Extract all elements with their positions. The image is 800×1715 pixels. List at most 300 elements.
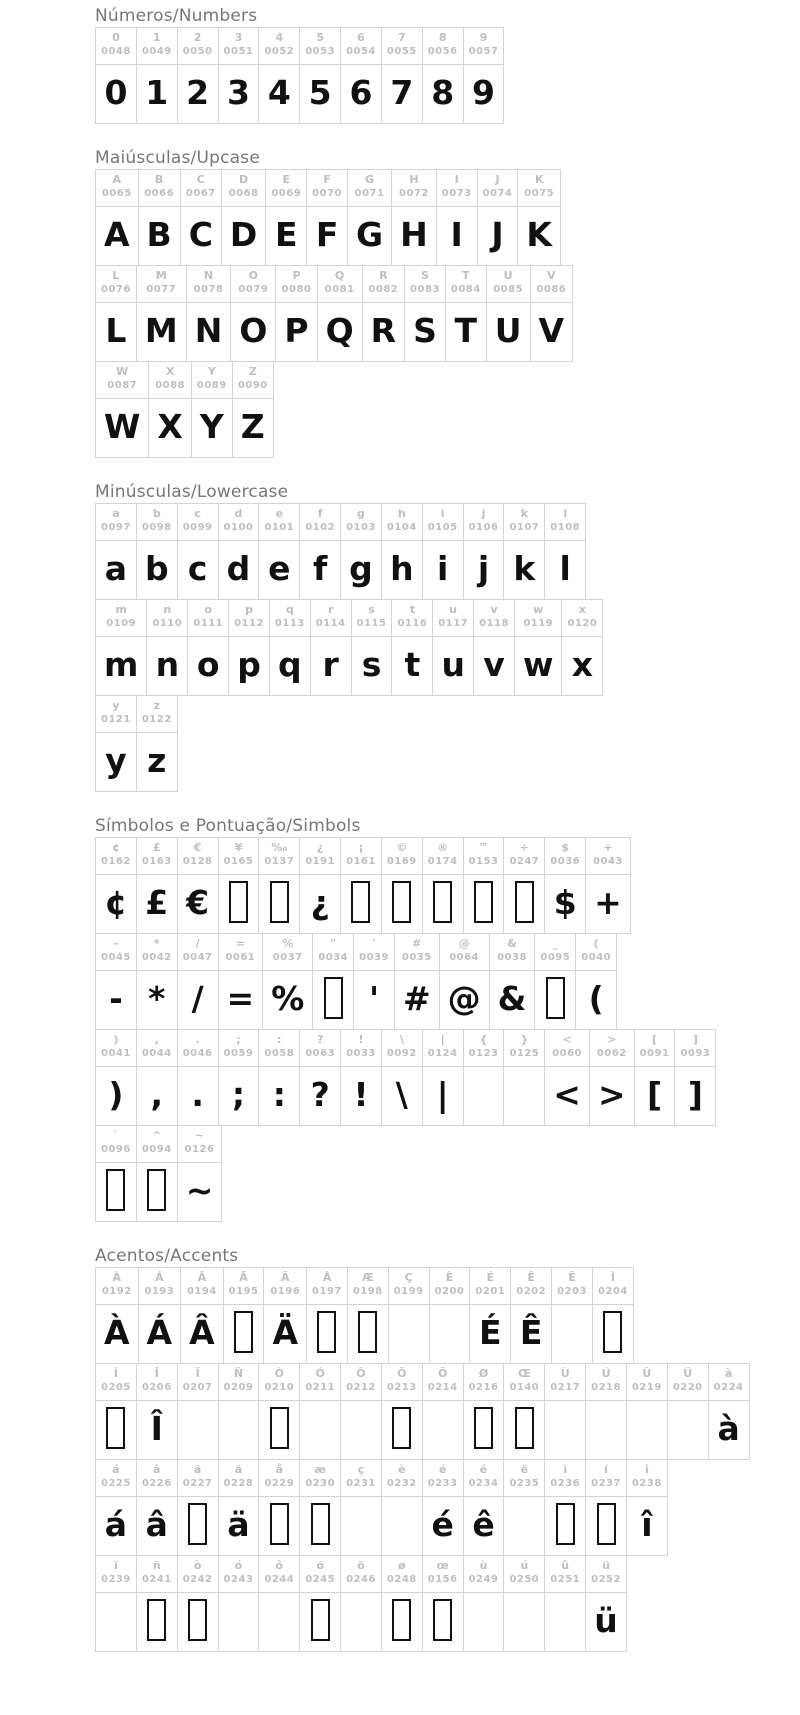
cell-code-label: 0060 (552, 1048, 583, 1059)
glyph-cell (137, 934, 178, 1029)
cell-char-label: Ù (560, 1367, 570, 1380)
cell-char-label: i (440, 507, 445, 520)
cell-glyph (96, 1163, 136, 1221)
cell-glyph: é (431, 1505, 454, 1544)
cell-char-label: 7 (398, 31, 406, 44)
cell-glyph: * (148, 979, 166, 1018)
cell-char-label: ñ (152, 1559, 161, 1572)
cell-char-label: P (292, 269, 301, 282)
cell-code-label: 0075 (524, 188, 555, 199)
notdef-box-icon (188, 1599, 207, 1641)
cell-glyph (423, 875, 463, 933)
cell-char-label: } (520, 1033, 529, 1046)
cell-char-label: . (195, 1033, 200, 1046)
glyph-cell (219, 1460, 260, 1555)
cell-code-label: 0230 (305, 1478, 336, 1489)
glyph-cell (586, 1556, 626, 1651)
cell-code-label: 0214 (427, 1382, 458, 1393)
cell-glyph: , (150, 1075, 164, 1114)
cell-label (382, 1364, 422, 1401)
cell-label (311, 600, 351, 637)
cell-code-label: 0072 (399, 188, 429, 199)
cell-code-label: 0202 (516, 1286, 547, 1297)
cell-glyph: v (483, 645, 505, 684)
glyph-cell (423, 838, 464, 933)
cell-code-label: 0041 (101, 1048, 131, 1059)
glyph-cell (137, 266, 187, 361)
cell-char-label: Ì (610, 1271, 615, 1284)
cell-char-label: S (421, 269, 429, 282)
notdef-box-icon (358, 1311, 377, 1353)
glyph-cell (392, 600, 433, 695)
notdef-box-icon (270, 1503, 289, 1545)
glyph-cell (341, 838, 382, 933)
glyph-row (95, 1125, 222, 1222)
glyph-row-wrap (95, 934, 800, 1030)
cell-glyph: É (479, 1313, 502, 1352)
cell-glyph: . (191, 1075, 204, 1114)
glyph-row (95, 169, 561, 266)
cell-code-label: 0086 (536, 284, 567, 295)
cell-glyph (504, 875, 544, 933)
cell-code-label: 0244 (264, 1574, 295, 1585)
cell-label (276, 266, 316, 303)
glyph-cell (137, 1126, 178, 1221)
glyph-cell (178, 1460, 219, 1555)
cell-char-label: ë (520, 1463, 529, 1476)
cell-glyph: 4 (267, 73, 291, 112)
cell-glyph: N (194, 311, 223, 350)
glyph-cell (627, 1460, 667, 1555)
cell-code-label: 0043 (593, 856, 623, 867)
cell-glyph (464, 875, 504, 933)
cell-label (300, 1460, 340, 1497)
cell-char-label: ò (193, 1559, 202, 1572)
cell-code-label: 0199 (393, 1286, 424, 1297)
glyph-cell (137, 504, 178, 599)
glyph-cell (178, 1126, 222, 1221)
cell-char-label: 6 (357, 31, 365, 44)
glyph-cell (423, 504, 464, 599)
cell-char-label: | (440, 1033, 445, 1046)
glyph-cell (515, 600, 563, 695)
cell-label (382, 1030, 422, 1067)
cell-char-label: k (520, 507, 529, 520)
cell-code-label: 0045 (101, 952, 131, 963)
cell-char-label: ã (193, 1463, 202, 1476)
glyph-cell (219, 934, 264, 1029)
cell-glyph (382, 1401, 422, 1459)
cell-glyph (430, 1305, 470, 1363)
cell-glyph: ( (588, 979, 604, 1018)
cell-char-label: ö (357, 1559, 365, 1572)
cell-code-label: 0054 (346, 46, 376, 57)
glyph-cell (545, 1556, 586, 1651)
cell-char-label: a (112, 507, 120, 520)
cell-code-label: 0227 (182, 1478, 213, 1489)
cell-label (545, 1460, 585, 1497)
glyph-cell (545, 1364, 586, 1459)
cell-code-label: 0249 (468, 1574, 499, 1585)
cell-code-label: 0234 (468, 1478, 499, 1489)
cell-glyph (552, 1305, 592, 1363)
cell-label (178, 838, 218, 875)
cell-char-label: ¢ (112, 841, 120, 854)
cell-code-label: 0137 (264, 856, 295, 867)
cell-label (181, 1268, 223, 1305)
cell-label (423, 1030, 463, 1067)
cell-label (464, 1556, 504, 1593)
cell-glyph (535, 971, 575, 1029)
cell-label (149, 362, 190, 399)
cell-code-label: 0245 (305, 1574, 336, 1585)
cell-label (437, 170, 477, 207)
section-title: Maiúsculas/Upcase (95, 148, 260, 168)
cell-glyph (464, 1067, 504, 1125)
cell-label (231, 266, 275, 303)
cell-char-label: â (153, 1463, 161, 1476)
cell-glyph: Y (199, 407, 224, 446)
cell-code-label: 0085 (493, 284, 524, 295)
glyph-cell (259, 1030, 300, 1125)
cell-label (464, 504, 504, 541)
cell-char-label: æ (314, 1463, 326, 1476)
cell-char-label: f (317, 507, 323, 520)
section-title: Números/Numbers (95, 6, 258, 26)
cell-char-label: @ (458, 937, 470, 950)
glyph-cell (341, 28, 382, 123)
cell-label (300, 838, 340, 875)
glyph-cell (423, 28, 464, 123)
cell-label (504, 1460, 544, 1497)
glyph-cell (188, 600, 229, 695)
cell-label (504, 1556, 544, 1593)
cell-label (470, 1268, 510, 1305)
notdef-box-icon (515, 1407, 534, 1449)
cell-label (423, 504, 463, 541)
glyph-cell (219, 504, 260, 599)
cell-char-label: C (196, 173, 205, 186)
cell-label (259, 1460, 299, 1497)
cell-glyph (504, 1593, 544, 1651)
glyph-cell (178, 934, 219, 1029)
cell-label (219, 934, 263, 971)
cell-char-label: z (153, 699, 160, 712)
cell-code-label: 0092 (386, 1048, 417, 1059)
cell-glyph: d (226, 549, 251, 588)
cell-label (433, 600, 473, 637)
glyph-cell (270, 600, 311, 695)
cell-glyph (259, 1593, 299, 1651)
glyph-cell (96, 170, 139, 265)
glyph-cell (300, 1364, 341, 1459)
glyph-cell (518, 170, 560, 265)
cell-label (178, 1364, 218, 1401)
cell-code-label: 0165 (223, 856, 254, 867)
cell-glyph (504, 1067, 544, 1125)
cell-label (259, 838, 299, 875)
cell-char-label: ¿ (316, 841, 324, 854)
cell-glyph (178, 1593, 218, 1651)
glyph-cell (147, 600, 188, 695)
cell-char-label: N (203, 269, 214, 282)
cell-label (474, 600, 514, 637)
cell-code-label: 0110 (152, 618, 183, 629)
cell-char-label: W (116, 365, 129, 378)
cell-label (423, 1556, 463, 1593)
cell-glyph: € (186, 883, 210, 922)
glyph-cell (307, 170, 348, 265)
cell-code-label: 0037 (272, 952, 303, 963)
cell-code-label: 0061 (225, 952, 256, 963)
cell-code-label: 0093 (680, 1048, 711, 1059)
cell-char-label: H (409, 173, 419, 186)
notdef-box-icon (270, 1407, 289, 1449)
cell-glyph (545, 1593, 585, 1651)
cell-glyph: c (187, 549, 208, 588)
cell-code-label: 0248 (386, 1574, 417, 1585)
cell-glyph: £ (145, 883, 169, 922)
cell-glyph: x (571, 645, 594, 684)
glyph-cell (464, 28, 504, 123)
cell-char-label: û (561, 1559, 570, 1572)
cell-glyph: Z (240, 407, 265, 446)
cell-char-label: Û (642, 1367, 652, 1380)
notdef-box-icon (188, 1503, 207, 1545)
cell-char-label: c (194, 507, 201, 520)
cell-code-label: 0084 (450, 284, 481, 295)
cell-glyph (137, 1593, 177, 1651)
cell-code-label: 0089 (196, 380, 227, 391)
cell-char-label: ä (234, 1463, 243, 1476)
cell-label (341, 838, 381, 875)
cell-char-label: D (239, 173, 249, 186)
cell-char-label: _ (552, 937, 559, 950)
cell-label (137, 1364, 177, 1401)
cell-code-label: 0206 (141, 1382, 172, 1393)
cell-glyph (224, 1305, 264, 1363)
cell-char-label: ? (316, 1033, 324, 1046)
cell-label (96, 696, 136, 733)
cell-code-label: 0204 (597, 1286, 628, 1297)
cell-glyph: B (146, 215, 172, 254)
cell-code-label: 0211 (305, 1382, 336, 1393)
cell-glyph: ¢ (104, 883, 128, 922)
glyph-cell (233, 362, 273, 457)
cell-code-label: 0108 (550, 522, 581, 533)
glyph-section (95, 816, 800, 1222)
glyph-cell (470, 1268, 511, 1363)
cell-glyph: Q (325, 311, 354, 350)
cell-label (382, 28, 422, 65)
notdef-box-icon (392, 1407, 411, 1449)
cell-code-label: 0079 (238, 284, 269, 295)
cell-glyph: D (229, 215, 258, 254)
cell-code-label: 0203 (557, 1286, 587, 1297)
cell-label (96, 504, 136, 541)
cell-code-label: 0233 (427, 1478, 458, 1489)
cell-char-label: ù (479, 1559, 488, 1572)
cell-char-label: F (323, 173, 331, 186)
glyph-row-wrap (95, 266, 800, 362)
cell-label (464, 28, 504, 65)
glyph-cell (300, 1460, 341, 1555)
glyph-cell (487, 266, 531, 361)
glyph-row-wrap (95, 1267, 800, 1364)
cell-code-label: 0124 (427, 1048, 458, 1059)
glyph-section (95, 482, 800, 792)
cell-code-label: 0056 (427, 46, 458, 57)
glyph-cell (178, 1030, 219, 1125)
cell-glyph: 1 (145, 73, 169, 112)
cell-code-label: 0114 (315, 618, 346, 629)
cell-code-label: 0039 (359, 952, 389, 963)
cell-glyph: ! (353, 1075, 369, 1114)
cell-glyph: ] (687, 1075, 703, 1114)
cell-char-label: 5 (316, 31, 324, 44)
cell-char-label: ¡ (358, 841, 364, 854)
cell-code-label: 0242 (182, 1574, 213, 1585)
cell-glyph: = (226, 979, 255, 1018)
cell-char-label: - (113, 937, 119, 950)
cell-char-label: © (396, 841, 408, 854)
glyph-cell (219, 1030, 260, 1125)
cell-glyph: U (494, 311, 522, 350)
section-title: Acentos/Accents (95, 1246, 239, 1266)
cell-glyph (668, 1401, 708, 1459)
cell-code-label: 0197 (312, 1286, 342, 1297)
cell-char-label: > (607, 1033, 617, 1046)
cell-glyph (300, 1497, 340, 1555)
cell-glyph: F (315, 215, 339, 254)
glyph-cell (504, 1460, 545, 1555)
glyph-cell (389, 1268, 430, 1363)
glyph-cell (382, 504, 423, 599)
glyph-cell (552, 1268, 593, 1363)
cell-glyph: S (413, 311, 437, 350)
cell-code-label: 0118 (479, 618, 509, 629)
cell-code-label: 0220 (672, 1382, 703, 1393)
cell-label (219, 1556, 259, 1593)
glyph-cell (395, 934, 440, 1029)
cell-char-label: x (578, 603, 586, 616)
cell-label (178, 934, 218, 971)
cell-label (348, 170, 391, 207)
cell-label (137, 696, 177, 733)
cell-code-label: 0116 (397, 618, 428, 629)
cell-char-label: Ç (404, 1271, 413, 1284)
cell-glyph (341, 1497, 381, 1555)
glyph-cell (382, 1030, 423, 1125)
glyph-cell (348, 170, 392, 265)
cell-code-label: 0073 (441, 188, 472, 199)
cell-code-label: 0036 (550, 856, 581, 867)
cell-label (382, 1556, 422, 1593)
cell-code-label: 0096 (101, 1144, 131, 1155)
cell-char-label: j (481, 507, 486, 520)
cell-code-label: 0205 (101, 1382, 131, 1393)
cell-glyph: r (322, 645, 339, 684)
cell-glyph: [ (646, 1075, 663, 1114)
cell-glyph: V (538, 311, 565, 350)
cell-label (341, 1556, 381, 1593)
glyph-row (95, 837, 631, 934)
glyph-cell (341, 1460, 382, 1555)
section-title: Minúsculas/Lowercase (95, 482, 289, 502)
cell-label (446, 266, 486, 303)
notdef-box-icon (311, 1599, 330, 1641)
cell-label (300, 28, 340, 65)
cell-glyph: + (594, 883, 622, 922)
cell-label (178, 1030, 218, 1067)
cell-code-label: 0088 (155, 380, 186, 391)
cell-glyph: ? (310, 1075, 330, 1114)
cell-label (464, 838, 504, 875)
cell-code-label: 0207 (182, 1382, 213, 1393)
cell-code-label: 0082 (368, 284, 399, 295)
glyph-cell (149, 362, 191, 457)
glyph-cell (474, 600, 515, 695)
cell-char-label: î (645, 1463, 649, 1476)
glyph-cell (464, 1556, 505, 1651)
cell-glyph: ' (368, 979, 380, 1018)
cell-char-label: ( (593, 937, 599, 950)
cell-char-label: ® (437, 841, 449, 854)
glyph-cell (313, 934, 354, 1029)
cell-glyph (341, 1401, 381, 1459)
glyph-row (95, 1555, 627, 1652)
cell-label (188, 600, 228, 637)
cell-glyph (178, 1401, 218, 1459)
cell-code-label: 0212 (346, 1382, 376, 1393)
cell-code-label: 0113 (274, 618, 305, 629)
cell-glyph: ê (472, 1505, 495, 1544)
cell-char-label: Í (113, 1367, 118, 1380)
notdef-box-icon (474, 881, 493, 923)
glyph-row-wrap (95, 1460, 800, 1556)
cell-glyph (307, 1305, 347, 1363)
notdef-box-icon (147, 1169, 166, 1211)
cell-code-label: 0091 (639, 1048, 670, 1059)
cell-code-label: 0162 (101, 856, 131, 867)
cell-char-label: ç (357, 1463, 365, 1476)
glyph-cell (433, 600, 474, 695)
cell-char-label: Ã (239, 1271, 248, 1284)
cell-label (354, 934, 394, 971)
cell-char-label: ^ (152, 1129, 162, 1142)
cell-code-label: 0035 (401, 952, 432, 963)
cell-code-label: 0034 (318, 952, 349, 963)
cell-code-label: 0053 (305, 46, 336, 57)
glyph-cell (354, 934, 395, 1029)
cell-code-label: 0081 (324, 284, 355, 295)
glyph-cell (300, 1030, 341, 1125)
cell-label (219, 1460, 259, 1497)
glyph-cell (382, 838, 423, 933)
cell-label (178, 1460, 218, 1497)
glyph-cell (352, 600, 393, 695)
glyph-cell (586, 838, 630, 933)
glyph-cell (593, 1268, 633, 1363)
cell-code-label: 0115 (356, 618, 387, 629)
cell-label (96, 1030, 136, 1067)
cell-glyph: o (196, 645, 220, 684)
cell-code-label: 0153 (468, 856, 499, 867)
glyph-cell (96, 28, 137, 123)
glyph-cell (276, 266, 317, 361)
cell-label (222, 170, 265, 207)
cell-glyph: E (274, 215, 298, 254)
